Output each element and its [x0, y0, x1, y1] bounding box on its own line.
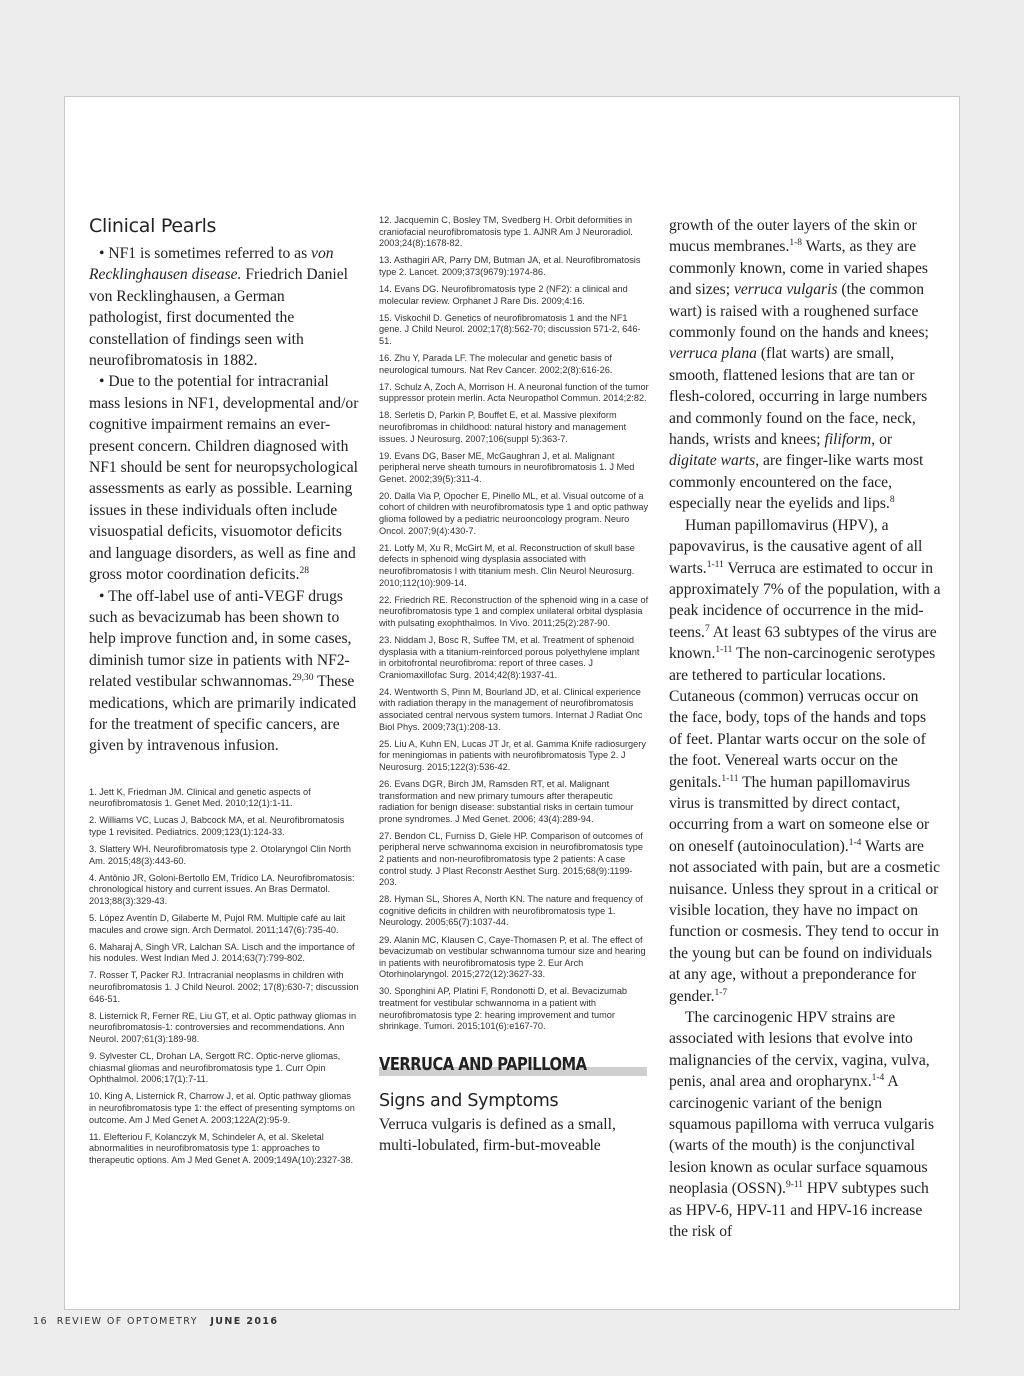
reference: 15. Viskochil D. Genetics of neurofibromatosis 1 and the NF1 gene. J Child Neurol. 2002;17(8):562-70; discussion 571-2, 646-51. [379, 312, 641, 346]
reference: 19. Evans DG, Baser ME, McGaughran J, et al. Malignant peripheral nerve sheath tumours in neurofibromatosis 1. J Med Genet. 2002;39(5):311-4. [379, 450, 635, 484]
column-3 [669, 215, 941, 1243]
reference: 6. Maharaj A, Singh VR, Lalchan SA. Lisch and the importance of his nodules. West Indian Med J. 2014;63(7):799-802. [89, 941, 355, 964]
section-header [379, 1055, 649, 1075]
paragraph-3: The carcinogenic HPV strains are associated with lesions that evolve into malignancies of the cervix, vagina, vulva, penis, anal area and oropharynx.$^{1-4}$ A carcinogenic variant of the benign squamous papilloma with verruca vulgaris (warts of the mouth) is the conjunctival lesion known as ocular surface squamous neoplasia (OSSN).$^{9-11}$ HPV subtypes such as HPV-6, HPV-11 and HPV-16 increase the risk of [669, 1009, 935, 1241]
reference: 10. King A, Listernick R, Charrow J, et al. Optic pathway gliomas in neurofibromatosis type 1: the effect of presenting symptoms on outcome. Am J Med Genet A. 2003;122A(2):95-9. [89, 1091, 355, 1125]
reference: 12. Jacquemin C, Bosley TM, Svedberg H. Orbit deformities in craniofacial neurofibromatosis type 1. AJNR Am J Neuroradiol. 2003;24(8):1678-82. [379, 215, 633, 249]
reference: 13. Asthagiri AR, Parry DM, Butman JA, et al. Neurofibromatosis type 2. Lancet. 2009;373(9679):1974-86. [379, 255, 641, 277]
pearl-2: • Due to the potential for intracranial mass lesions in NF1, developmental and/or cognitive impairment remains an ever-present concern. Children diagnosed with NF1 should be sent for neuropsychological assessments as early as possible. Learning issues in these individuals often include visuospatial deficits, visuomotor deficits and language disorders, as well as fine and gross motor coordination deficits.$^{28}$ [89, 373, 359, 584]
signs-symptoms-subhead: Signs and Symptoms [379, 1090, 559, 1111]
reference: 9. Sylvester CL, Drohan LA, Sergott RC. Optic-nerve gliomas, chiasmal gliomas and neurofibromatosis type 1. Curr Opin Ophthalmol. 2006;17(1):7-11. [89, 1051, 341, 1085]
reference: 27. Bendon CL, Furniss D, Giele HP. Comparison of outcomes of peripheral nerve schwannoma excision in neurofibromatosis type 2 patients and non-neurofibromatosis type 2 patients: A case control study. J Plast Reconstr Aesthet Surg. 2015;68(9):1199-203. [379, 830, 644, 888]
clinical-pearls-body [89, 243, 359, 757]
reference: 24. Wentworth S, Pinn M, Bourland JD, et al. Clinical experience with radiation therapy in the management of neurofibromatosis associated central nervous system tumors. Internat J Radiat Onc Biol Phys. 2009;73(1):208-13. [379, 686, 643, 732]
reference: 29. Alanin MC, Klausen C, Caye-Thomasen P, et al. The effect of bevacizumab on vestibular schwannoma tumour size and hearing in patients with neurofibromatosis type 2. Eur Arch Otorhinolaryngol. 2015;272(12):3627-33. [379, 934, 646, 980]
references-list-1 [89, 787, 359, 1167]
intro-paragraph: Verruca vulgaris is defined as a small, multi-lobulated, firm-but-moveable [379, 1115, 616, 1155]
paragraph-2: Human papillomavirus (HPV), a papovavirus, is the causative agent of all warts.$^{1-11}$ Verruca are estimated to occur in approximately 7% of the population, with a peak incidence of occurrence in the mid-teens.$^7$ At least 63 subtypes of the virus are known.$^{1-11}$ The non-carcinogenic serotypes are tethered to particular locations. Cutaneous (common) verrucas occur on the face, body, tops of the hands and tops of feet. Plantar warts occur on the sole of the foot. Venereal warts occur on the genitals.$^{1-11}$ The human papillomavirus virus is transmitted by direct contact, occurring from a wart on someone else or on oneself (autoinoculation).$^{1-4}$ Warts are not associated with pain, but are a cosmetic nuisance. Unless they sprout in a critical or visible location, they have no impact on function or cosmesis. They tend to occur in the young but can be found on individuals at any age, without a preponderance for gender.$^{1-7}$ [669, 516, 941, 1005]
reference: 17. Schulz A, Zoch A, Morrison H. A neuronal function of the tumor suppressor protein merlin. Acta Neuropathol Commun. 2014;2:82. [379, 381, 649, 404]
page [64, 96, 960, 1310]
column-2 [379, 215, 649, 1157]
section-title: VERRUCA AND PAPILLOMA [379, 1054, 587, 1075]
reference: 3. Slattery WH. Neurofibromatosis type 2. Otolaryngol Clin North Am. 2015;48(3):443-60. [89, 844, 351, 866]
reference: 30. Sponghini AP, Platini F, Rondonotti D, et al. Bevacizumab treatment for vestibular schwannoma in a patient with neurofibromatosis type 2: hearing improvement and tumor shrinkage. Tumori. 2015;101(6):e167-70. [379, 986, 628, 1032]
reference: 4. Antônio JR, Goloni-Bertollo EM, Trídico LA. Neurofibromatosis: chronological history and current issues. An Bras Dermatol. 2013;88(3):329-43. [89, 872, 355, 906]
reference: 8. Listernick R, Ferner RE, Liu GT, et al. Optic pathway gliomas in neurofibromatosis-1: controversies and recommendations. Ann Neurol. 2007;61(3):189-98. [89, 1010, 357, 1044]
column-1 [89, 215, 359, 1172]
page-footer [33, 1316, 278, 1327]
section-intro [379, 1114, 649, 1157]
article-body [669, 215, 941, 1243]
references-list-2 [379, 215, 649, 1033]
reference: 28. Hyman SL, Shores A, North KN. The nature and frequency of cognitive deficits in children with neurofibromatosis type 1. Neurology. 2005;65(7):1037-44. [379, 894, 643, 928]
clinical-pearls-heading: Clinical Pearls [89, 215, 217, 237]
reference: 18. Serletis D, Parkin P, Bouffet E, et al. Massive plexiform neurofibromas in childhood: natural history and management issues. J Neurosurg. 2007;106(suppl 5):363-7. [379, 410, 627, 444]
issue-date: JUNE 2016 [210, 1316, 279, 1327]
pearl-3: • The off-label use of anti-VEGF drugs such as bevacizumab has been shown to help improve function and, in some cases, diminish tumor size in patients with NF2-related vestibular schwannomas.$^{29,30}$ These medications, which are primarily indicated for the treatment of specific cancers, are given by intravenous infusion. [89, 587, 357, 755]
reference: 25. Liu A, Kuhn EN, Lucas JT Jr, et al. Gamma Knife radiosurgery for meningiomas in patients with neurofibromatosis Type 2. J Neurosurg. 2015;122(3):536-42. [379, 738, 646, 772]
reference: 22. Friedrich RE. Reconstruction of the sphenoid wing in a case of neurofibromatosis type 1 and complex unilateral orbital dysplasia with pulsating exophthalmos. In Vivo. 2011;25(2):287-90. [379, 594, 649, 628]
publication-name: REVIEW OF OPTOMETRY [56, 1316, 198, 1327]
pearl-1: • NF1 is sometimes referred to as von Recklinghausen disease. Friedrich Daniel von Recklinghausen, a German pathologist, first documented the constellation of findings seen with neurofibromatosis in 1882. [89, 245, 348, 370]
reference: 1. Jett K, Friedman JM. Clinical and genetic aspects of neurofibromatosis 1. Genet Med. 2010;12(1):1-11. [89, 786, 311, 809]
reference: 2. Williams VC, Lucas J, Babcock MA, et al. Neurofibromatosis type 1 revisited. Pediatrics. 2009;123(1):124-33. [89, 815, 345, 838]
paragraph-1: growth of the outer layers of the skin or mucus membranes.$^{1-8}$ Warts, as they are commonly known, come in varied shapes and sizes; verruca vulgaris (the common wart) is raised with a roughened surface commonly found on the hands and knees; verruca plana (flat warts) are small, smooth, flattened lesions that are tan or flesh-colored, occurring in large numbers and commonly found on the face, neck, hands, wrists and knees; filiform, or digitate warts, are finger-like warts most commonly encountered on the face, especially near the eyelids and lips.$^8$ [669, 217, 929, 513]
reference: 11. Elefteriou F, Kolanczyk M, Schindeler A, et al. Skeletal abnormalities in neurofibromatosis type 1: approaches to therapeutic options. Am J Med Genet A. 2009;149A(10):2327-38. [89, 1131, 354, 1165]
reference: 7. Rosser T, Packer RJ. Intracranial neoplasms in children with neurofibromatosis 1. J Child Neurol. 2002; 17(8):630-7; discussion 646-51. [89, 970, 359, 1004]
reference: 21. Lotfy M, Xu R, McGirt M, et al. Reconstruction of skull base defects in sphenoid wing dysplasia associated with neurofibromatosis I with titanium mesh. Clin Neurol Neurosurg. 2010;112(10):909-14. [379, 542, 635, 588]
reference: 16. Zhu Y, Parada LF. The molecular and genetic basis of neurological tumours. Nat Rev Cancer. 2002;2(8):616-26. [379, 352, 613, 375]
reference: 14. Evans DG. Neurofibromatosis type 2 (NF2): a clinical and molecular review. Orphanet J Rare Dis. 2009;4:16. [379, 283, 628, 306]
reference: 26. Evans DGR, Birch JM, Ramsden RT, et al. Malignant transformation and new primary tumours after therapeutic radiation for benign disease: substantial risks in certain tumour prone syndromes. J Med Genet. 2006; 43(4):289-94. [379, 778, 634, 824]
reference: 20. Dalla Via P, Opocher E, Pinello ML, et al. Visual outcome of a cohort of children with neurofibromatosis type 1 and optic pathway glioma followed by a pediatric neurooncology program. Neuro Oncol. 2007;9(4):430-7. [379, 490, 649, 536]
reference: 5. López Aventín D, Gilaberte M, Pujol RM. Multiple café au lait macules and crowe sign. Arch Dermatol. 2011;147(6):735-40. [89, 913, 346, 935]
reference: 23. Niddam J, Bosc R, Suffee TM, et al. Treatment of sphenoid dysplasia with a titanium-reinforced porous polyethylene implant in orbitofrontal neurofibroma: report of three cases. J Craniomaxillofac Surg. 2014;42(8):1937-41. [379, 634, 640, 680]
page-number: 16 [33, 1316, 48, 1327]
